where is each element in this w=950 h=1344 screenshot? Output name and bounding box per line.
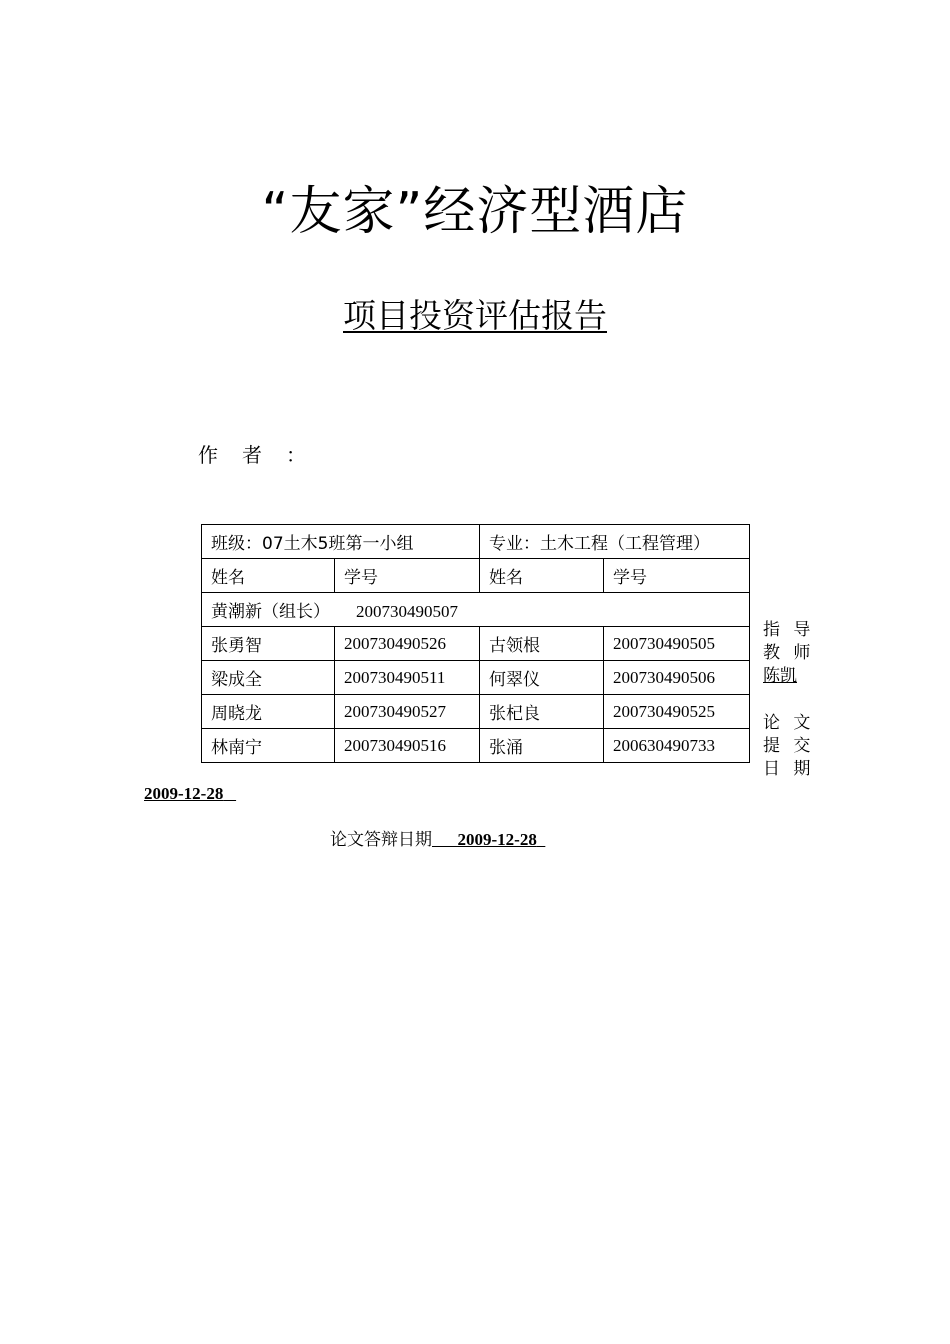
- member-id: 200730490525: [604, 695, 750, 729]
- defense-date: 2009-12-28: [457, 830, 537, 849]
- member-name: 张涌: [480, 729, 604, 763]
- leader-name: 黄潮新（组长）: [211, 602, 330, 622]
- submit-date: 2009-12-28: [144, 784, 224, 803]
- member-name: 张杞良: [480, 695, 604, 729]
- member-name: 周晓龙: [202, 695, 335, 729]
- table-row: [202, 695, 750, 729]
- table-row: [202, 627, 750, 661]
- document-subtitle: [0, 292, 950, 340]
- defense-date-line: [330, 828, 545, 852]
- defense-label: 论文答辩日期: [330, 830, 432, 850]
- member-name: 张勇智: [202, 627, 335, 661]
- subtitle-text: 项目投资评估报告: [343, 296, 607, 335]
- member-table: [201, 524, 750, 763]
- member-id: 200730490516: [335, 729, 480, 763]
- member-id: 200730490527: [335, 695, 480, 729]
- column-header: 学号: [604, 559, 750, 593]
- submit-date-label: 论 文 提 交 日 期: [763, 713, 815, 779]
- table-row: [202, 729, 750, 763]
- leader-row: [202, 593, 750, 627]
- member-name: 林南宁: [202, 729, 335, 763]
- member-id: 200630490733: [604, 729, 750, 763]
- advisor-label: 指 导 教 师 陈凯: [763, 620, 815, 686]
- document-title: “友家”经济型酒店: [261, 182, 689, 242]
- member-name: 何翠仪: [480, 661, 604, 695]
- column-header: 姓名: [202, 559, 335, 593]
- member-id: 200730490505: [604, 627, 750, 661]
- member-id: 200730490526: [335, 627, 480, 661]
- member-id: 200730490511: [335, 661, 480, 695]
- leader-id: 200730490507: [356, 602, 458, 621]
- class-cell: 班级：07土木5班第一小组: [202, 525, 480, 559]
- table-row: [202, 661, 750, 695]
- member-name: 古领根: [480, 627, 604, 661]
- member-name: 梁成全: [202, 661, 335, 695]
- advisor-name: 陈凯: [763, 666, 797, 686]
- member-id: 200730490506: [604, 661, 750, 695]
- table-header-row: [202, 525, 750, 559]
- author-label: 作 者 ：: [198, 443, 306, 467]
- column-header: 学号: [335, 559, 480, 593]
- major-cell: 专业：土木工程（工程管理）: [480, 525, 750, 559]
- column-header-row: [202, 559, 750, 593]
- column-header: 姓名: [480, 559, 604, 593]
